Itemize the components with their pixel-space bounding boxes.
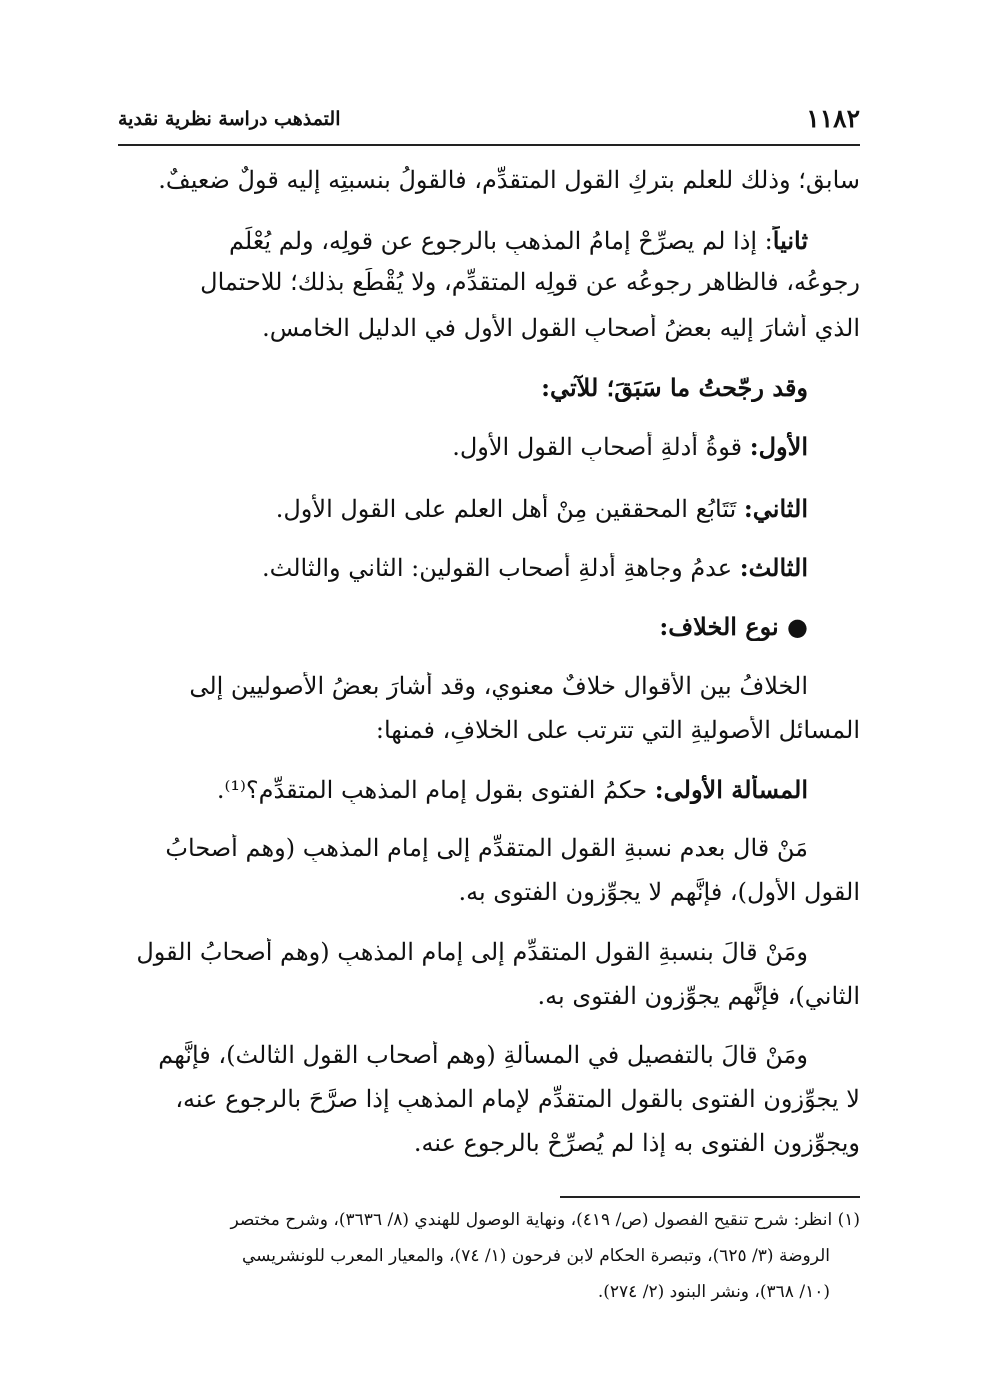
text-line: ومَنْ قالَ بنسبةِ القولِ المتقدِّمِ إلى إمامِ المذهبِ (وهم أصحابُ القولِ bbox=[136, 938, 808, 966]
text-line: مَنْ قال بعدمِ نسبةِ القولِ المتقدِّمِ إلى إمامِ المذهبِ (وهم أصحابُ bbox=[165, 834, 808, 862]
text-line: الثاني)، فإنَّهم يجوِّزون الفتوى به. bbox=[537, 982, 860, 1010]
text-line: القولِ الأولِ)، فإنَّهم لا يجوِّزون الفتوى به. bbox=[458, 878, 860, 906]
text-line: الخلافُ بين الأقوالِ خلافٌ معنوي، وقد أشارَ بعضُ الأصوليين إلى bbox=[189, 672, 808, 700]
page-number: ١١٨٢ bbox=[806, 104, 860, 133]
footnote-line: الروضة (٣/ ٦٢٥)، وتبصرة الحكام لابن فرحون (١/ ٧٤)، والمعيار المعرب للونشريسي bbox=[241, 1246, 830, 1266]
text-line: المسائلِ الأصوليةِ التي تترتب على الخلافِ، فمنها: bbox=[375, 716, 860, 744]
text-line: رجوعُه، فالظاهر رجوعُه عن قولِه المتقدِّم، ولا يُقْطَع بذلك؛ للاحتمالِ bbox=[200, 268, 860, 296]
footnote-line: (١) انظر: شرح تنقيح الفصول (ص/ ٤١٩)، ونهاية الوصول للهندي (٨/ ٣٦٣٦)، وشرح مختصر bbox=[230, 1210, 860, 1230]
text-line: الثاني: تَتَابُع المحققين مِنْ أهلِ العلمِ على القولِ الأولِ. bbox=[275, 494, 808, 523]
text-line: الذي أشارَ إليه بعضُ أصحابِ القولِ الأولِ في الدليلِ الخامسِ. bbox=[262, 314, 860, 342]
text-line: الأول: قوةُ أدلةِ أصحابِ القولِ الأولِ. bbox=[452, 432, 808, 461]
section-heading: ● نوع الخلاف: bbox=[659, 612, 808, 641]
text-line: المسألة الأولى: حكمُ الفتوى بقولِ إمامِ المذهبِ المتقدِّم؟⁽¹⁾. bbox=[216, 775, 808, 804]
text-line: سابقٍ؛ وذلك للعلمِ بتركِ القولِ المتقدِّم، فالقولُ بنسبتِه إليه قولٌ ضعيفٌ. bbox=[158, 166, 860, 194]
footnote-separator bbox=[560, 1196, 860, 1198]
running-title: التمذهب دراسة نظرية نقدية bbox=[118, 108, 341, 130]
text-line: ويجوِّزون الفتوى به إذا لم يُصرِّحْ بالرجوعِ عنه. bbox=[413, 1129, 860, 1157]
text-line: ومَنْ قالَ بالتفصيلِ في المسألةِ (وهم أصحاب القول الثالث)، فإنَّهم bbox=[158, 1041, 808, 1069]
text-line: لا يجوِّزون الفتوى بالقولِ المتقدِّمِ لإمامِ المذهبِ إذا صرَّحَ بالرجوعِ عنه، bbox=[175, 1085, 860, 1113]
text-line: وقد رجّحتُ ما سَبَقَ؛ للآتي: bbox=[541, 373, 808, 402]
footnote-line: (١٠/ ٣٦٨)، ونشر البنود (٢/ ٢٧٤). bbox=[597, 1282, 830, 1302]
text-line: الثالث: عدمُ وجاهةِ أدلةِ أصحاب القولين: الثاني والثالث. bbox=[262, 553, 808, 582]
page-header bbox=[118, 104, 860, 146]
text-line: ثانياً: إذا لم يصرِّحْ إمامُ المذهبِ بالرجوعِ عن قولِه، ولم يُعْلَم bbox=[228, 226, 808, 255]
